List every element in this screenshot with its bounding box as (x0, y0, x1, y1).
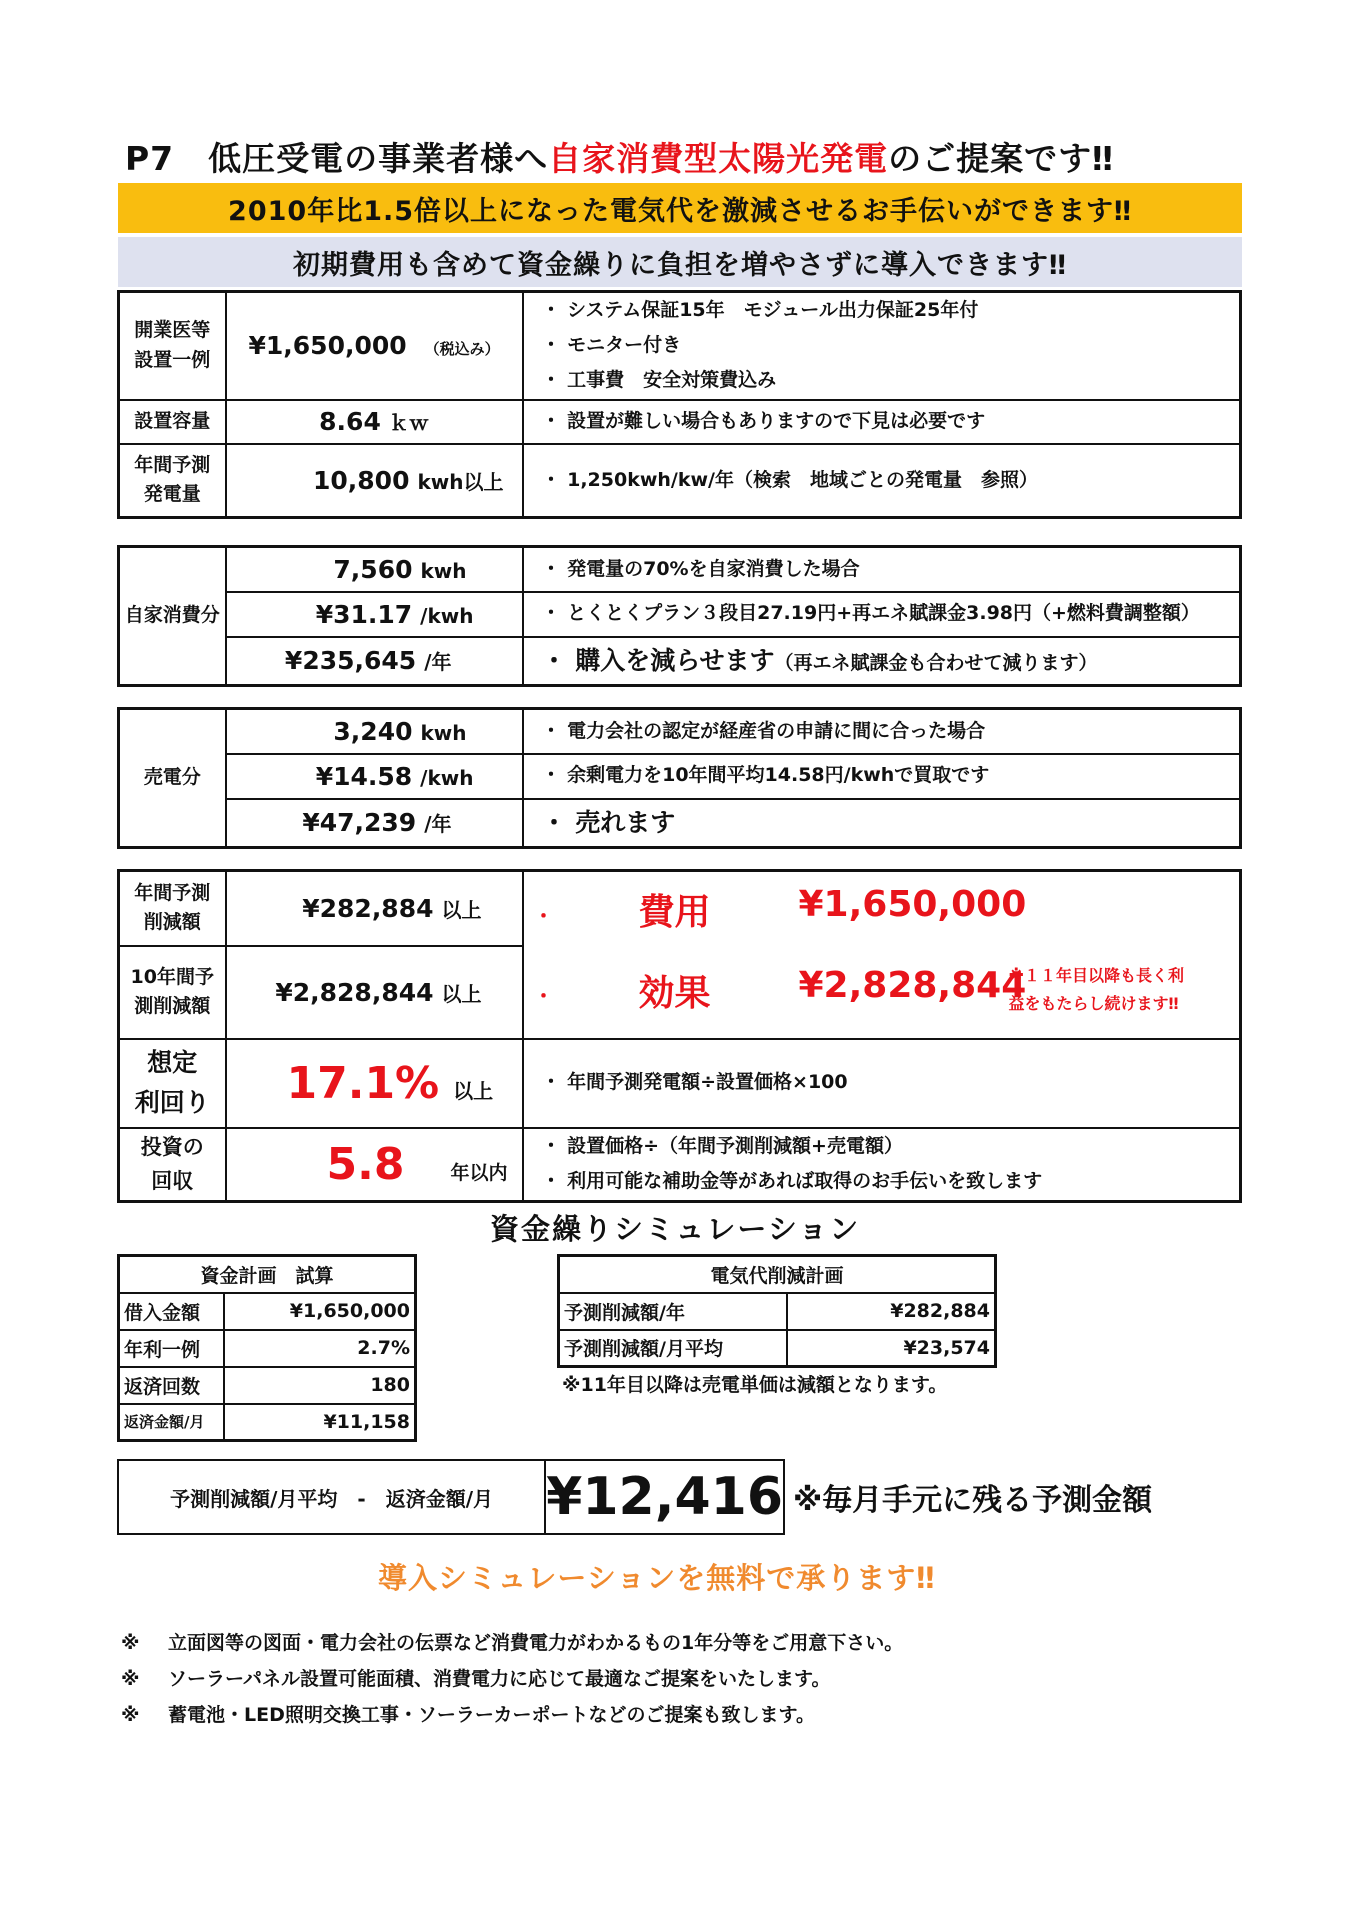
table-row: 年間予測 発電量 10,800 kwh以上 ・ 1,250kwh/kw/年（検索 地域ごとの発電量 参照） (119, 444, 1241, 518)
footnote: ※ 蓄電池・LED照明交換工事・ソーラーカーポートなどのご提案も致します。 (121, 1704, 815, 1726)
sale-table (117, 707, 1242, 849)
banner-lavender: 初期費用も含めて資金繰りに負担を増やさずに導入できます‼ (118, 237, 1242, 287)
table-row: ¥235,645 /年 ・ 購入を減らせます（再エネ賦課金も合わせて減ります） (119, 637, 1241, 686)
table-row: 自家消費分 7,560 kwh ・ 発電量の70%を自家消費した場合 (119, 547, 1241, 592)
table-row: 予測削減額/年 ¥282,884 (559, 1293, 996, 1330)
self-consumption-table (117, 545, 1242, 687)
remain-caption: ※毎月手元に残る予測金額 (793, 1483, 1153, 1518)
page-title: P7 低圧受電の事業者様へ自家消費型太陽光発電のご提案です‼ (125, 139, 1114, 178)
table-row: 返済回数 180 (119, 1367, 416, 1404)
table-row: 返済金額/月 ¥11,158 (119, 1404, 416, 1441)
monthly-remain-box: 予測削減額/月平均 - 返済金額/月 ¥12,416 (117, 1459, 785, 1535)
table-row: 年利一例 2.7% (119, 1330, 416, 1367)
table-row: 売電分 3,240 kwh ・ 電力会社の認定が経産省の申請に間に合った場合 (119, 709, 1241, 754)
reduction-table (557, 1254, 997, 1368)
table-row: 開業医等 設置一例 ¥1,650,000 （税込み） ・ システム保証15年 モジュール出力保証25年付 ・ モニター付き ・ 工事費 安全対策費込み (119, 292, 1241, 400)
install-price: ¥1,650,000 (248, 331, 407, 361)
table-row: 資金計画 試算 (119, 1256, 416, 1293)
table-row: ¥31.17 /kwh ・ とくとくプラン３段目27.19円+再エネ賦課金3.98円（+燃料費調整額） (119, 592, 1241, 637)
monthly-remain-value: ¥12,416 (546, 1467, 783, 1527)
table-row: ¥47,239 /年 ・ 売れます (119, 799, 1241, 848)
cost-label: 費用 (638, 892, 711, 933)
loan-table (117, 1254, 417, 1442)
effect-table (117, 869, 1242, 1203)
table-row: ¥14.58 /kwh ・ 余剰電力を10年間平均14.58円/kwhで買取です (119, 754, 1241, 799)
payback-value: 5.8 (326, 1138, 405, 1190)
banner-yellow: 2010年比1.5倍以上になった電気代を激減させるお手伝いができます‼ (118, 183, 1242, 233)
capacity-value: 8.64 (319, 407, 381, 436)
effect-label: 効果 (638, 973, 711, 1014)
yield-value: 17.1% (286, 1057, 440, 1109)
cta-text: 導入シミュレーションを無料で承ります‼ (378, 1561, 936, 1595)
table-row: 借入金額 ¥1,650,000 (119, 1293, 416, 1330)
footnote: ※ 立面図等の図面・電力会社の伝票など消費電力がわかるもの1年分等をご用意下さい。 (121, 1632, 904, 1654)
table-row: 電気代削減計画 (559, 1256, 996, 1293)
table-row: 10年間予 測削減額 ¥2,828,844 以上 (119, 946, 1241, 1039)
generation-value: 10,800 (313, 465, 410, 495)
reduction-note: ※11年目以降は売電単価は減額となります。 (562, 1374, 948, 1396)
table-row: 年間予測 削減額 ¥282,884 以上 ・ 費用 ¥1,650,000 ・ 効果 ¥2,828,844 ※１１年目以降も長く利 益をもたらし続けます‼ (119, 871, 1241, 946)
title-highlight: 自家消費型太陽光発電 (548, 139, 889, 178)
simulation-title: 資金繰りシミュレーション (490, 1212, 861, 1246)
effect-value: ¥2,828,844 (798, 965, 1027, 1006)
cost-value: ¥1,650,000 (798, 884, 1027, 925)
footnote: ※ ソーラーパネル設置可能面積、消費電力に応じて最適なご提案をいたします。 (121, 1668, 831, 1690)
table-row: 予測削減額/月平均 ¥23,574 (559, 1330, 996, 1367)
table-row: 設置容量 8.64 ｋｗ ・ 設置が難しい場合もありますので下見は必要です (119, 400, 1241, 444)
effect-note: ※１１年目以降も長く利 益をもたらし続けます‼ (1008, 966, 1185, 1013)
table-row: 投資の 回収 5.8 年以内 ・ 設置価格÷（年間予測削減額+売電額） ・ 利用可能な補助金等があれば取得のお手伝いを致します (119, 1128, 1241, 1202)
system-table (117, 290, 1242, 519)
table-row: 想定 利回り 17.1% 以上 ・ 年間予測発電額÷設置価格×100 (119, 1039, 1241, 1128)
